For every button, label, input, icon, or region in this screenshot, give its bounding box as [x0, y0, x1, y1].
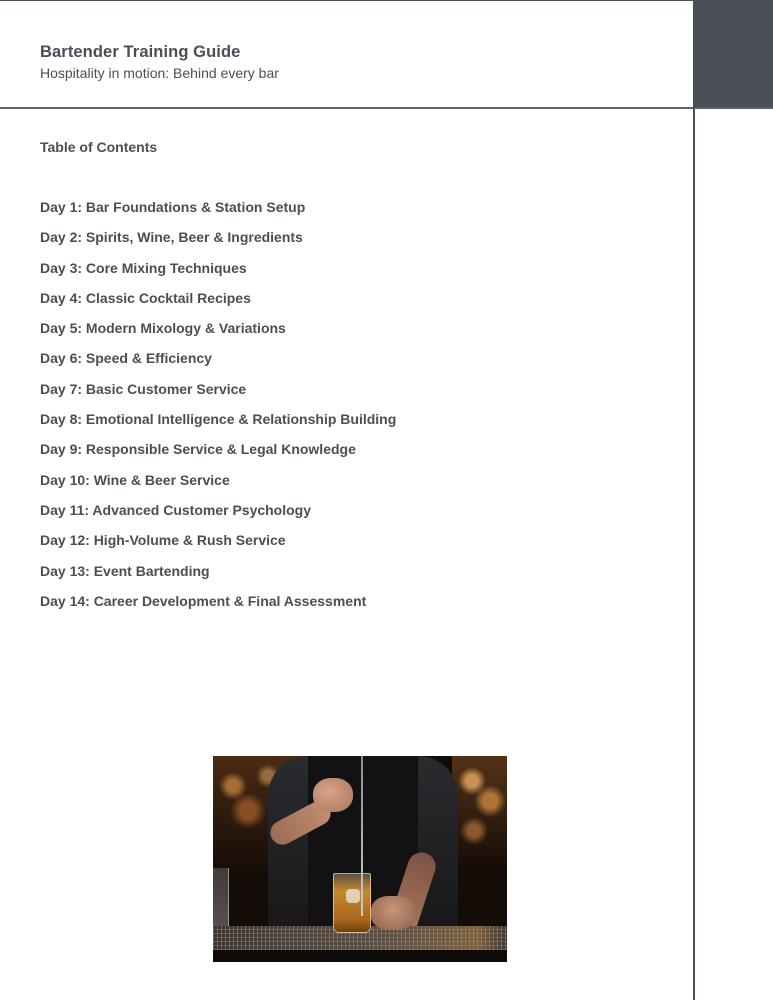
vertical-margin-rule [693, 0, 695, 1000]
bar-spoon [361, 756, 363, 916]
toc-heading: Table of Contents [40, 139, 158, 155]
document-header [40, 42, 279, 83]
document-title: Bartender Training Guide [40, 43, 241, 61]
toc-item-day-10[interactable]: Day 10: Wine & Beer Service [40, 471, 230, 488]
toc-item-day-3[interactable]: Day 3: Core Mixing Techniques [40, 259, 247, 276]
toc-item-day-12[interactable]: Day 12: High-Volume & Rush Service [40, 532, 286, 549]
header-divider [0, 107, 773, 109]
bokeh-lights-right [452, 756, 507, 866]
corner-accent-block [695, 0, 773, 109]
ice-cube [346, 889, 360, 903]
toc-item-day-6[interactable]: Day 6: Speed & Efficiency [40, 350, 212, 367]
bartender-hand-bottom [371, 896, 415, 930]
toc-item-day-1[interactable]: Day 1: Bar Foundations & Station Setup [40, 199, 306, 215]
side-glass [213, 868, 229, 932]
toc-item-day-14[interactable]: Day 14: Career Development & Final Assessment [40, 592, 367, 609]
toc-item-day-2[interactable]: Day 2: Spirits, Wine, Beer & Ingredients [40, 229, 303, 246]
table-of-contents [40, 198, 396, 622]
mixing-glass [333, 873, 371, 933]
toc-item-day-8[interactable]: Day 8: Emotional Intelligence & Relationship Building [40, 411, 397, 428]
toc-item-day-4[interactable]: Day 4: Classic Cocktail Recipes [40, 289, 251, 306]
toc-item-day-13[interactable]: Day 13: Event Bartending [40, 562, 210, 579]
toc-item-day-5[interactable]: Day 5: Modern Mixology & Variations [40, 320, 286, 337]
bartender-hand-top [313, 778, 353, 812]
top-border-rule [0, 0, 695, 1]
bar-counter [213, 950, 507, 962]
document-subtitle: Hospitality in motion: Behind every bar [40, 65, 279, 81]
bartender-photo [213, 756, 507, 962]
toc-item-day-7[interactable]: Day 7: Basic Customer Service [40, 380, 247, 397]
toc-item-day-11[interactable]: Day 11: Advanced Customer Psychology [40, 501, 312, 518]
toc-item-day-9[interactable]: Day 9: Responsible Service & Legal Knowledge [40, 441, 356, 458]
